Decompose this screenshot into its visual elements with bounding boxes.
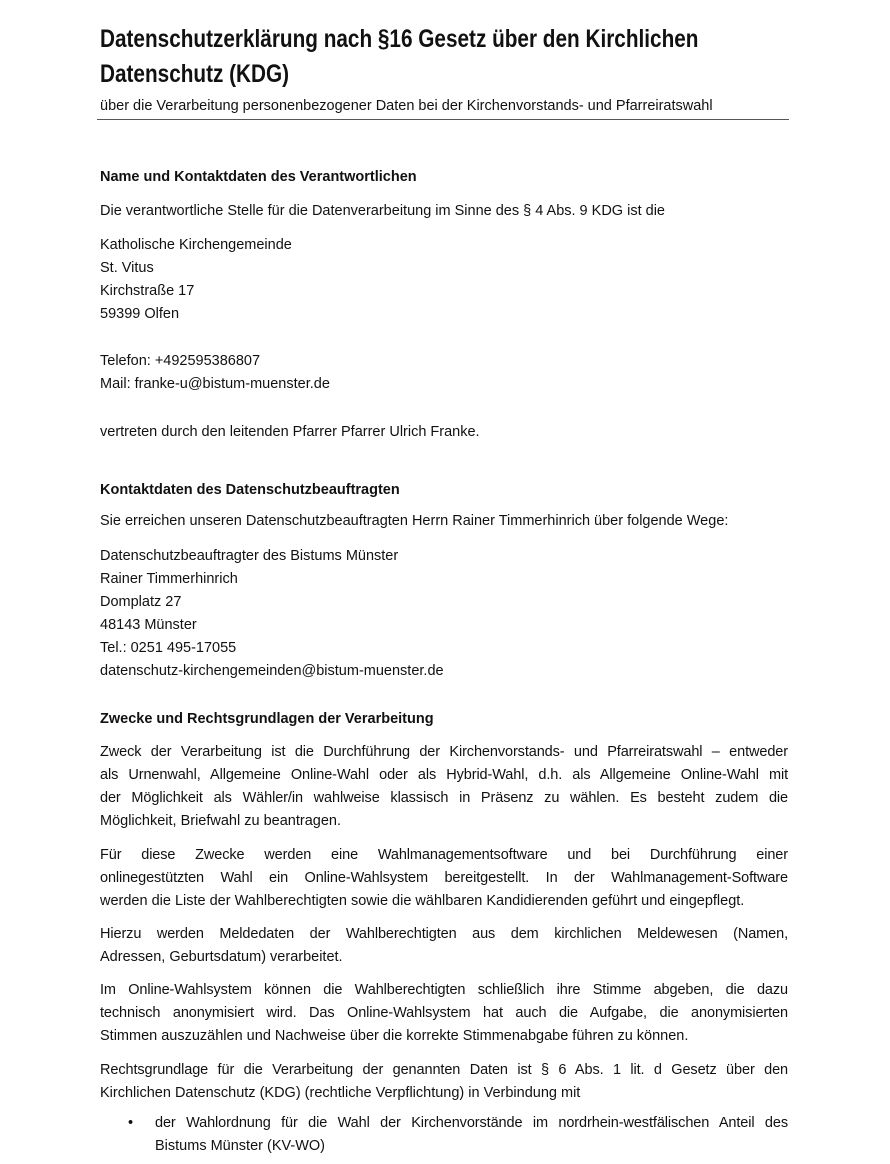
paragraph-line: onlinegestützten Wahl ein Online-Wahlsystem bereitgestellt. In der Wahlmanagement-Software: [100, 870, 788, 886]
paragraph: Sie erreichen unseren Datenschutzbeauftragten Herrn Rainer Timmerhinrich über folgende Wege:: [100, 513, 729, 529]
title-divider: [97, 119, 789, 120]
paragraph-line: Rechtsgrundlage für die Verarbeitung der genannten Daten ist § 6 Abs. 1 lit. d Gesetz über den: [100, 1062, 788, 1078]
address-line: Rainer Timmerhinrich: [100, 571, 238, 587]
paragraph-line: Im Online-Wahlsystem können die Wahlberechtigten schließlich ihre Stimme abgeben, die dazu: [100, 982, 788, 998]
address-line: 48143 Münster: [100, 617, 197, 633]
address-line: Tel.: 0251 495-17055: [100, 640, 237, 656]
phone: Telefon: +492595386807: [100, 353, 261, 369]
list-item-line: Bistums Münster (KV-WO): [155, 1138, 325, 1154]
paragraph-line: Hierzu werden Meldedaten der Wahlberechtigten aus dem kirchlichen Meldewesen (Namen,: [100, 926, 788, 942]
document-title: [100, 22, 800, 92]
list-item-line: der Wahlordnung für die Wahl der Kirchenvorstände im nordrhein-westfälischen Anteil des: [155, 1115, 788, 1131]
section-heading-controller: Name und Kontaktdaten des Verantwortlichen: [100, 169, 417, 185]
paragraph-line: Zweck der Verarbeitung ist die Durchführung der Kirchenvorstands- und Pfarreiratswahl – entweder: [100, 744, 788, 760]
bullet-icon: •: [128, 1115, 134, 1131]
paragraph: vertreten durch den leitenden Pfarrer Pfarrer Ulrich Franke.: [100, 424, 480, 440]
document-subtitle: über die Verarbeitung personenbezogener Daten bei der Kirchenvorstands- und Pfarreiratswahl: [100, 98, 713, 114]
address-line: Datenschutzbeauftragter des Bistums Münster: [100, 548, 399, 564]
paragraph-line: Für diese Zwecke werden eine Wahlmanagementsoftware und bei Durchführung einer: [100, 847, 788, 863]
section-heading-dpo: Kontaktdaten des Datenschutzbeauftragten: [100, 482, 400, 498]
address-line: 59399 Olfen: [100, 306, 180, 322]
title-line: Datenschutz (KDG): [100, 60, 290, 88]
paragraph-line: als Urnenwahl, Allgemeine Online-Wahl oder als Hybrid-Wahl, d.h. als Allgemeine Online-Wahl mit: [100, 767, 788, 783]
paragraph-line: Stimmen auszuzählen und Nachweise über die korrekte Stimmenabgabe führen zu können.: [100, 1028, 689, 1044]
paragraph-line: der Möglichkeit als Wähler/in wahlweise klassisch in Präsenz zu wählen. Es besteht zudem die: [100, 790, 788, 806]
address-line: Kirchstraße 17: [100, 283, 195, 299]
address-line: Domplatz 27: [100, 594, 182, 610]
paragraph-line: werden die Liste der Wahlberechtigten sowie die wählbaren Kandidierenden geführt und eingepflegt.: [100, 893, 745, 909]
address-line: Katholische Kirchengemeinde: [100, 237, 292, 253]
paragraph-line: Möglichkeit, Briefwahl zu beantragen.: [100, 813, 341, 829]
address-line: St. Vitus: [100, 260, 154, 276]
section-heading-purposes: Zwecke und Rechtsgrundlagen der Verarbeitung: [100, 711, 434, 727]
title-line: Datenschutzerklärung nach §16 Gesetz über den Kirchlichen: [100, 25, 699, 53]
address-line: datenschutz-kirchengemeinden@bistum-muenster.de: [100, 663, 444, 679]
paragraph-line: technisch anonymisiert wird. Das Online-Wahlsystem hat auch die Aufgabe, die anonymisierten: [100, 1005, 788, 1021]
paragraph-line: Adressen, Geburtsdatum) verarbeitet.: [100, 949, 343, 965]
paragraph-line: Kirchlichen Datenschutz (KDG) (rechtliche Verpflichtung) in Verbindung mit: [100, 1085, 581, 1101]
email: Mail: franke-u@bistum-muenster.de: [100, 376, 330, 392]
paragraph: Die verantwortliche Stelle für die Datenverarbeitung im Sinne des § 4 Abs. 9 KDG ist die: [100, 203, 665, 219]
